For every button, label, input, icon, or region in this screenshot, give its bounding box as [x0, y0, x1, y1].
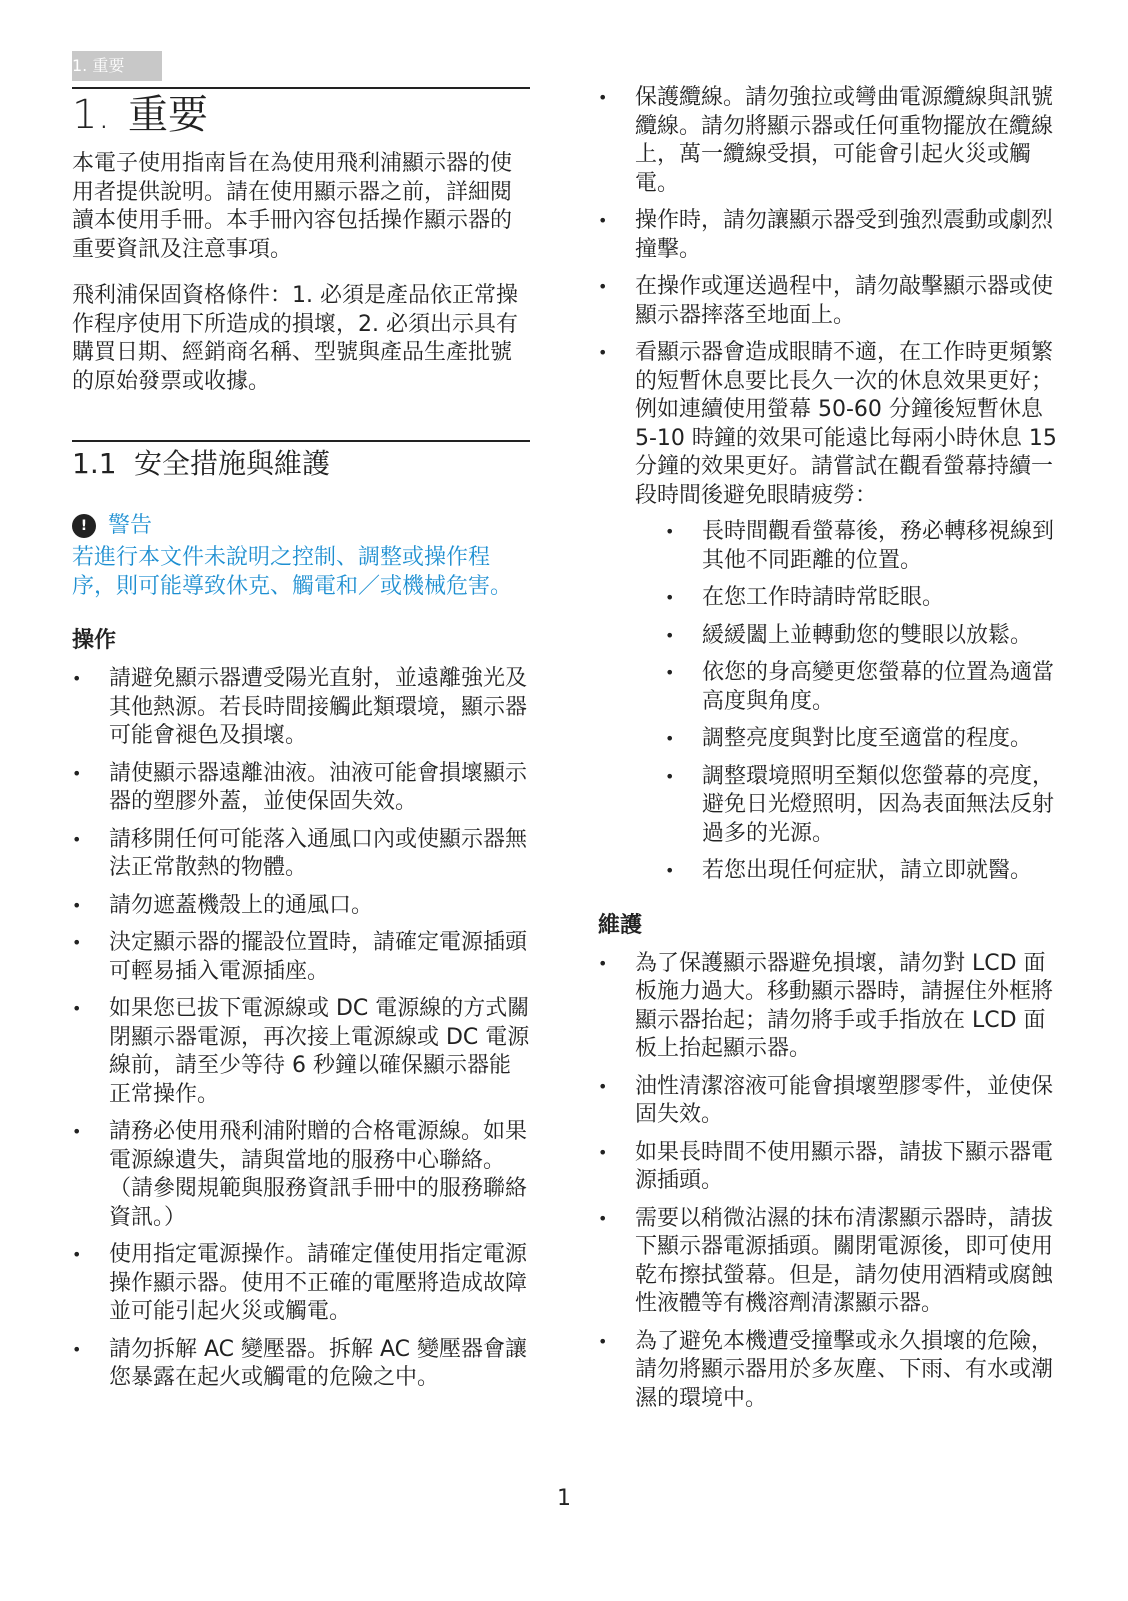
bullet-icon: • [598, 343, 608, 362]
bullet-icon: • [598, 1208, 608, 1228]
list-item [598, 207, 1058, 264]
right-column [598, 84, 1058, 1422]
section-rule [72, 440, 530, 442]
intro-paragraph-1: 本電子使用指南旨在為使用飛利浦顯示器的使用者提供說明。請在使用顯示器之前，詳細閱讀本使用手冊。本手冊內容包括操作顯示器的重要資訊及注意事項。 [72, 151, 513, 262]
left-column [72, 150, 530, 1402]
bullet-icon: • [72, 829, 82, 849]
bullet-icon: • [72, 1122, 82, 1141]
list-item-text: 看顯示器會造成眼睛不適，在工作時更頻繁的短暫休息要比長久一次的休息效果更好；例如連續使用螢幕 50-60 分鐘後短暫休息 5-10 時鐘的效果可能遠比每兩小時休息 15 分鐘的效果更好。請嘗試在觀看螢幕持續一段時間後避免眼睛疲勞： [635, 340, 1057, 508]
list-item [72, 1241, 530, 1327]
list-item-text: 為了保護顯示器避免損壞，請勿對 LCD 面板施力過大。移動顯示器時，請握住外框將顯示器抬起；請勿將手或手指放在 LCD 面板上抬起顯示器。 [635, 950, 1054, 1061]
bullet-icon: • [72, 933, 82, 952]
list-item-text: 請勿遮蓋機殼上的通風口。 [109, 892, 374, 918]
section-number: 1.1 [72, 447, 117, 480]
operation-list-right [598, 84, 1058, 886]
warning-text: 若進行本文件未說明之控制、調整或操作程序，則可能導致休克、觸電和／或機械危害。 [72, 545, 513, 599]
list-item [598, 1205, 1058, 1319]
list-item-text: 請勿拆解 AC 變壓器。拆解 AC 變壓器會讓您暴露在起火或觸電的危險之中。 [109, 1336, 528, 1390]
list-item-text: 在操作或運送過程中，請勿敲擊顯示器或使顯示器摔落至地面上。 [635, 274, 1054, 328]
list-item-text: 操作時，請勿讓顯示器受到強烈震動或劇烈撞擊。 [635, 208, 1054, 262]
list-item-text: 若您出現任何症狀，請立即就醫。 [702, 858, 1033, 883]
list-item-text: 請避免顯示器遭受陽光直射，並遠離強光及其他熱源。若長時間接觸此類環境，顯示器可能會褪色及損壞。 [109, 666, 528, 748]
warning-triangle-icon: ! [72, 514, 96, 538]
list-item-text: 依您的身高變更您螢幕的位置為適當高度與角度。 [702, 660, 1055, 714]
page-title [72, 90, 208, 140]
nested-list-item [665, 763, 1058, 849]
bullet-icon: • [665, 522, 675, 541]
list-item [598, 273, 1058, 330]
list-item [598, 950, 1058, 1064]
list-item-text: 調整亮度與對比度至適當的程度。 [702, 726, 1033, 751]
bullet-icon: • [598, 1331, 608, 1351]
list-item-text: 請務必使用飛利浦附贈的合格電源線。如果電源線遺失，請與當地的服務中心聯絡。（請參閱規範與服務資訊手冊中的服務聯絡資訊。） [109, 1119, 528, 1230]
section-title: 安全措施與維護 [134, 447, 331, 480]
nested-list-item [665, 725, 1058, 754]
bullet-icon: • [665, 588, 675, 607]
page-number: 1 [557, 1486, 571, 1511]
eye-tips-list [665, 518, 1058, 886]
page-header-tab: 1. 重要 [72, 51, 162, 81]
list-item-text: 請移開任何可能落入通風口內或使顯示器無法正常散熱的物體。 [109, 826, 528, 880]
list-item [72, 892, 530, 921]
list-item-text: 長時間觀看螢幕後，務必轉移視線到其他不同距離的位置。 [702, 519, 1055, 573]
nested-list-item [665, 622, 1058, 651]
bullet-icon: • [665, 729, 675, 748]
operation-list-left [72, 665, 530, 1393]
bullet-icon: • [598, 277, 608, 296]
warning-label: 警告 [108, 513, 153, 538]
list-item [598, 339, 1058, 886]
list-item-text: 調整環境照明至類似您螢幕的亮度，避免日光燈照明，因為表面無法反射過多的光源。 [702, 763, 1055, 846]
operation-heading: 操作 [72, 628, 117, 653]
list-item [72, 826, 530, 883]
bullet-icon: • [72, 895, 82, 915]
bullet-icon: • [72, 1245, 82, 1264]
bullet-icon: • [598, 1076, 608, 1096]
title-number: 1. [72, 92, 111, 138]
nested-list-item [665, 857, 1058, 886]
bullet-icon: • [665, 663, 675, 682]
list-item [72, 1118, 530, 1232]
list-item-text: 使用指定電源操作。請確定僅使用指定電源操作顯示器。使用不正確的電壓將造成故障並可能引起火災或觸電。 [109, 1242, 528, 1324]
bullet-icon: • [665, 766, 675, 786]
list-item-text: 需要以稍微沾濕的抹布清潔顯示器時，請拔下顯示器電源插頭。關閉電源後，即可使用乾布擦拭螢幕。但是，請勿使用酒精或腐蝕性液體等有機溶劑清潔顯示器。 [635, 1205, 1054, 1316]
maintenance-heading: 維護 [598, 912, 643, 938]
list-item-text: 緩緩闔上並轉動您的雙眼以放鬆。 [702, 622, 1033, 648]
list-item [72, 1336, 530, 1393]
bullet-icon: • [665, 625, 675, 645]
list-item-text: 決定顯示器的擺設位置時，請確定電源插頭可輕易插入電源插座。 [109, 930, 528, 984]
bullet-icon: • [598, 88, 608, 107]
title-text: 重要 [128, 92, 208, 138]
list-item [72, 929, 530, 986]
list-item-text: 油性清潔溶液可能會損壞塑膠零件，並使保固失效。 [635, 1073, 1054, 1127]
list-item [72, 760, 530, 817]
list-item-text: 如果長時間不使用顯示器，請拔下顯示器電源插頭。 [635, 1139, 1054, 1193]
bullet-icon: • [598, 953, 608, 973]
header-rule [72, 87, 530, 89]
bullet-icon: • [72, 999, 82, 1018]
list-item [72, 995, 530, 1109]
bullet-icon: • [72, 669, 82, 688]
list-item-text: 如果您已拔下電源線或 DC 電源線的方式關閉顯示器電源，再次接上電源線或 DC 電源線前，請至少等待 6 秒鐘以確保顯示器能正常操作。 [109, 996, 530, 1107]
list-item [598, 84, 1058, 198]
bullet-icon: • [665, 861, 675, 880]
warning-heading [72, 512, 530, 540]
list-item [72, 665, 530, 751]
bullet-icon: • [598, 211, 608, 230]
nested-list-item [665, 518, 1058, 575]
list-item [598, 1328, 1058, 1414]
nested-list-item [665, 659, 1058, 716]
list-item [598, 1139, 1058, 1196]
list-item-text: 在您工作時請時常眨眼。 [702, 585, 945, 610]
section-heading [72, 444, 530, 484]
list-item-text: 為了避免本機遭受撞擊或永久損壞的危險，請勿將顯示器用於多灰塵、下雨、有水或潮濕的環境中。 [635, 1328, 1054, 1411]
maintenance-list [598, 950, 1058, 1414]
list-item [598, 1073, 1058, 1130]
bullet-icon: • [72, 1339, 82, 1359]
intro-paragraph-2: 飛利浦保固資格條件：1. 必須是產品依正常操作程序使用下所造成的損壞，2. 必須出示具有購買日期、經銷商名稱、型號與產品生產批號的原始發票或收據。 [72, 283, 518, 394]
bullet-icon: • [72, 763, 82, 783]
nested-list-item [665, 584, 1058, 613]
list-item-text: 請使顯示器遠離油液。油液可能會損壞顯示器的塑膠外蓋，並使保固失效。 [109, 760, 528, 814]
bullet-icon: • [598, 1142, 608, 1162]
list-item-text: 保護纜線。請勿強拉或彎曲電源纜線與訊號纜線。請勿將顯示器或任何重物擺放在纜線上，萬一纜線受損，可能會引起火災或觸電。 [635, 85, 1054, 196]
